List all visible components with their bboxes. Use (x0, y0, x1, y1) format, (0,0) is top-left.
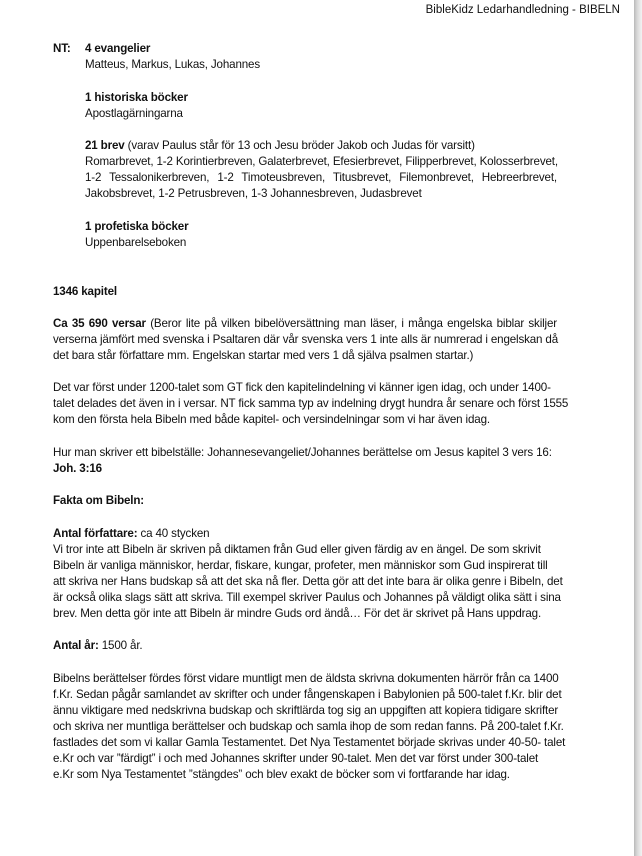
gospels-list: Matteus, Markus, Lukas, Johannes (85, 58, 260, 71)
history-line: kom den första hela Bibeln med både kapitel- och versindelningar som vi har även idag. (53, 413, 490, 426)
verses-line (53, 316, 557, 332)
authors-line: är också olika slags sätt att skriva. Till exempel skriver Paulus och Johannes på väldigt olika sätt i sina (53, 591, 561, 604)
historical-title: 1 historiska böcker (85, 91, 188, 104)
tradition-line: e.Kr som Nya Testamentet ”stängdes” och blev exakt de böcker som vi fortfarande har idag. (53, 768, 510, 781)
prophetic-title: 1 profetiska böcker (85, 220, 189, 233)
verses-line: det bara står författare mm. Engelskan startar med vers 1 då själva psalmen startar.) (53, 349, 474, 362)
page-edge-shadow (634, 0, 642, 856)
history-line: Det var först under 1200-talet som GT fick den kapitelindelning vi känner igen idag, och under 1400- (53, 381, 551, 394)
facts-title: Fakta om Bibeln: (53, 494, 145, 507)
authors-line: att skriva ner Hans budskap så att det ska nå fler. Detta gör att det inte bara är olika genre i Bibeln, det (53, 575, 563, 588)
letters-line: Jakobsbrevet, 1-2 Petrusbreven, 1-3 Johannesbreven, Judasbrevet (85, 187, 422, 200)
tradition-line: Bibelns berättelser fördes först vidare muntligt men de äldsta skrivna dokumenten härrör från ca 1400 (53, 672, 559, 685)
chapters-count: 1346 kapitel (53, 285, 117, 298)
gospels-title: 4 evangelier (85, 42, 151, 55)
reference-text: Hur man skriver ett bibelställe: Johannesevangeliet/Johannes berättelse om Jesus kapitel 3 vers 16: (53, 446, 552, 459)
prophetic-list: Uppenbarelseboken (85, 236, 187, 249)
letters-title: 21 brev (85, 139, 125, 152)
tradition-line: och skriva ner muntliga berättelser och budskap och samla ihop de som redan fanns. På 200-talet f.Kr. (53, 720, 564, 733)
history-line: talet delades det även in i versar. NT fick samma typ av indelning drygt hundra år senare och först 1555 (53, 397, 569, 410)
tradition-line: fastlades det som vi kallar Gamla Testamentet. Det Nya Testamentet började skrivas under 40-50- talet (53, 736, 566, 749)
authors-line: brev. Men detta gör inte att Bibeln är mindre Guds ord ändå… För det är skrivet på Hans uppdrag. (53, 607, 542, 620)
years-value: 1500 år. (98, 639, 143, 652)
tradition-line: e.Kr och var ”färdigt” i och med Johannes skrifter under 90-talet. Men det var först under 300-talet (53, 752, 539, 765)
years-heading (53, 638, 142, 654)
authors-line: Vi tror inte att Bibeln är skriven på diktamen från Gud eller given färdig av en ängel. De som skrivit (53, 543, 541, 556)
verses-line (53, 332, 557, 348)
verses-note: (Beror lite på vilken bibelöversättning man läser, i många engelska biblar skiljer (145, 317, 557, 330)
authors-heading (53, 526, 209, 542)
nt-label: NT: (53, 42, 71, 55)
authors-value: ca 40 stycken (137, 527, 210, 540)
letters-line (85, 154, 557, 170)
reference-example: Joh. 3:16 (53, 462, 102, 475)
tradition-line: f.Kr. Sedan pågår samlandet av skrifter och under fångenskapen i Babylonien på 500-talet f.Kr. blir det (53, 688, 562, 701)
authors-label: Antal författare: (53, 527, 138, 540)
letters-line (85, 170, 557, 186)
letters-line-text: 1-2 Tessalonikerbreven, 1-2 Timoteusbreven, Titusbrevet, Filemonbrevet, Hebreerbrevet, (85, 171, 557, 184)
years-label: Antal år: (53, 639, 99, 652)
page-header: BibleKidz Ledarhandledning - BIBELN (425, 4, 620, 16)
verses-line-text: verserna jämfört med svenska i Psaltaren där vår svenska vers 1 inte alls är numrerad i engelskan då (53, 333, 559, 346)
verses-line-text (53, 316, 557, 332)
authors-line: Bibeln är vanliga människor, herdar, fiskare, kungar, profeter, men människor som Gud inspirerat till (53, 559, 548, 572)
letters-note: (varav Paulus står för 13 och Jesu bröder Jakob och Judas för varsitt) (124, 139, 475, 152)
tradition-line: ännu viktigare med nedskrivna budskap och skriftlärda tog sig an uppgiften att kopiera tidigare skrifter (53, 704, 559, 717)
letters-heading (85, 138, 475, 154)
letters-line-text: Romarbrevet, 1-2 Korintierbreven, Galaterbrevet, Efesierbrevet, Filipperbrevet, Kolosserbrevet, (85, 155, 558, 168)
historical-list: Apostlagärningarna (85, 107, 183, 120)
verses-title: Ca 35 690 versar (53, 317, 146, 330)
